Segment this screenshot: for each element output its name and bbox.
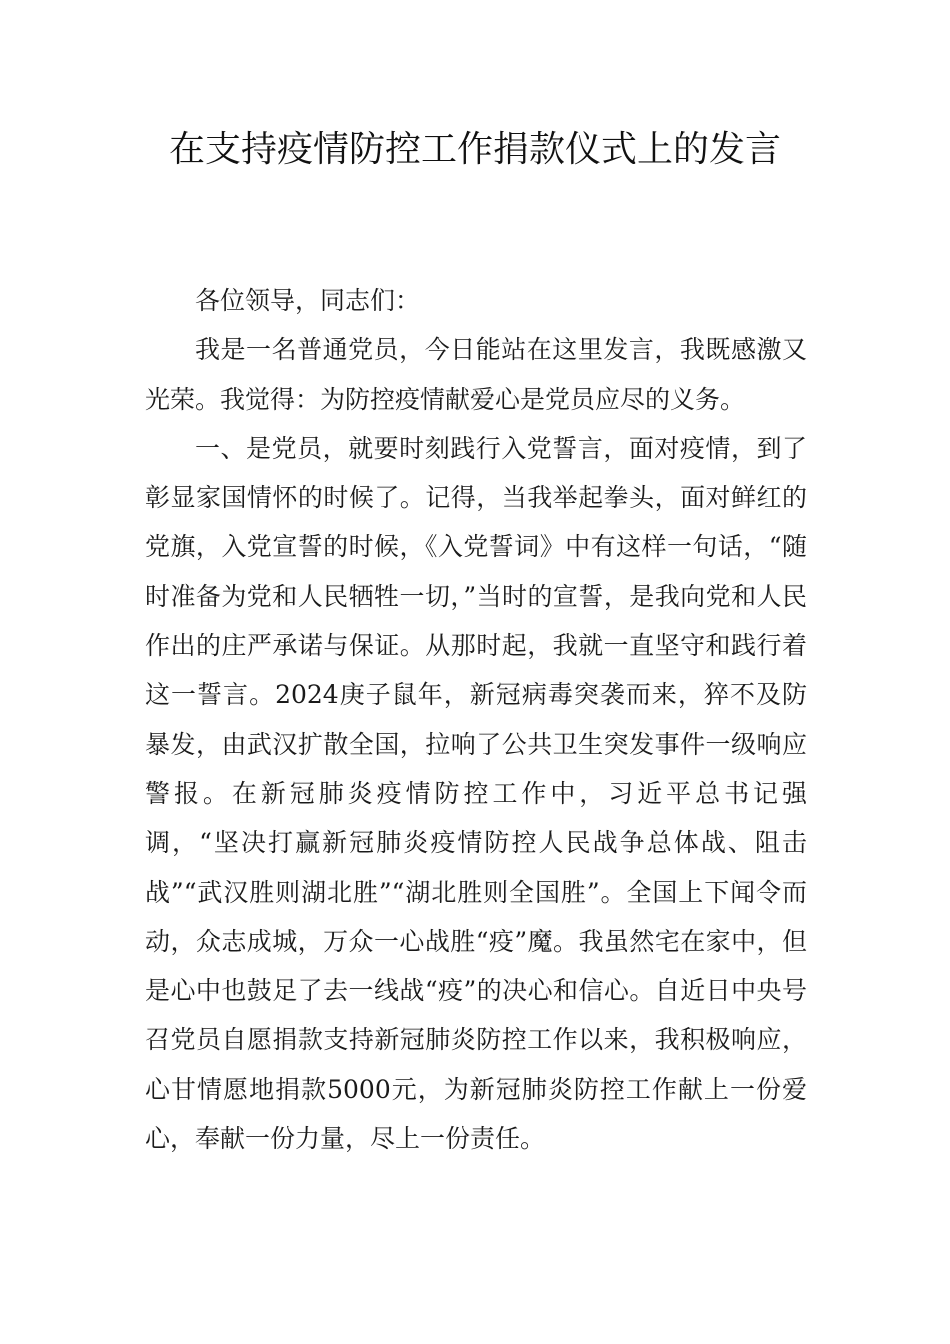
paragraph-salutation: 各位领导，同志们： bbox=[195, 286, 421, 315]
paragraph-intro: 我是一名普通党员，今日能站在这里发言，我既感激又光荣。我觉得：为防控疫情献爱心是党员应尽的义务。 bbox=[145, 335, 807, 414]
document-title: 在支持疫情防控工作捐款仪式上的发言 bbox=[168, 129, 781, 170]
document-body bbox=[145, 276, 807, 1163]
paragraph-section-one: 一、是党员，就要时刻践行入党誓言，面对疫情，到了彰显家国情怀的时候了。记得，当我举起拳头，面对鲜红的党旗，入党宣誓的时候，《入党誓词》中有这样一句话，“随时准备为党和人民牺牲一切，”当时的宣誓，是我向党和人民作出的庄严承诺与保证。从那时起，我就一直坚守和践行着这一誓言。2024庚子鼠年，新冠病毒突袭而来，猝不及防暴发，由武汉扩散全国，拉响了公共卫生突发事件一级响应警报。在新冠肺炎疫情防控工作中，习近平总书记强调，“坚决打赢新冠肺炎疫情防控人民战争总体战、阻击战”“武汉胜则湖北胜”“湖北胜则全国胜”。全国上下闻令而动，众志成城，万众一心战胜“疫”魔。我虽然宅在家中，但是心中也鼓足了去一线战“疫”的决心和信心。自近日中央号召党员自愿捐款支持新冠肺炎防控工作以来，我积极响应，心甘情愿地捐款5000元，为新冠肺炎防控工作献上一份爱心，奉献一份力量，尽上一份责任。 bbox=[145, 433, 807, 1154]
